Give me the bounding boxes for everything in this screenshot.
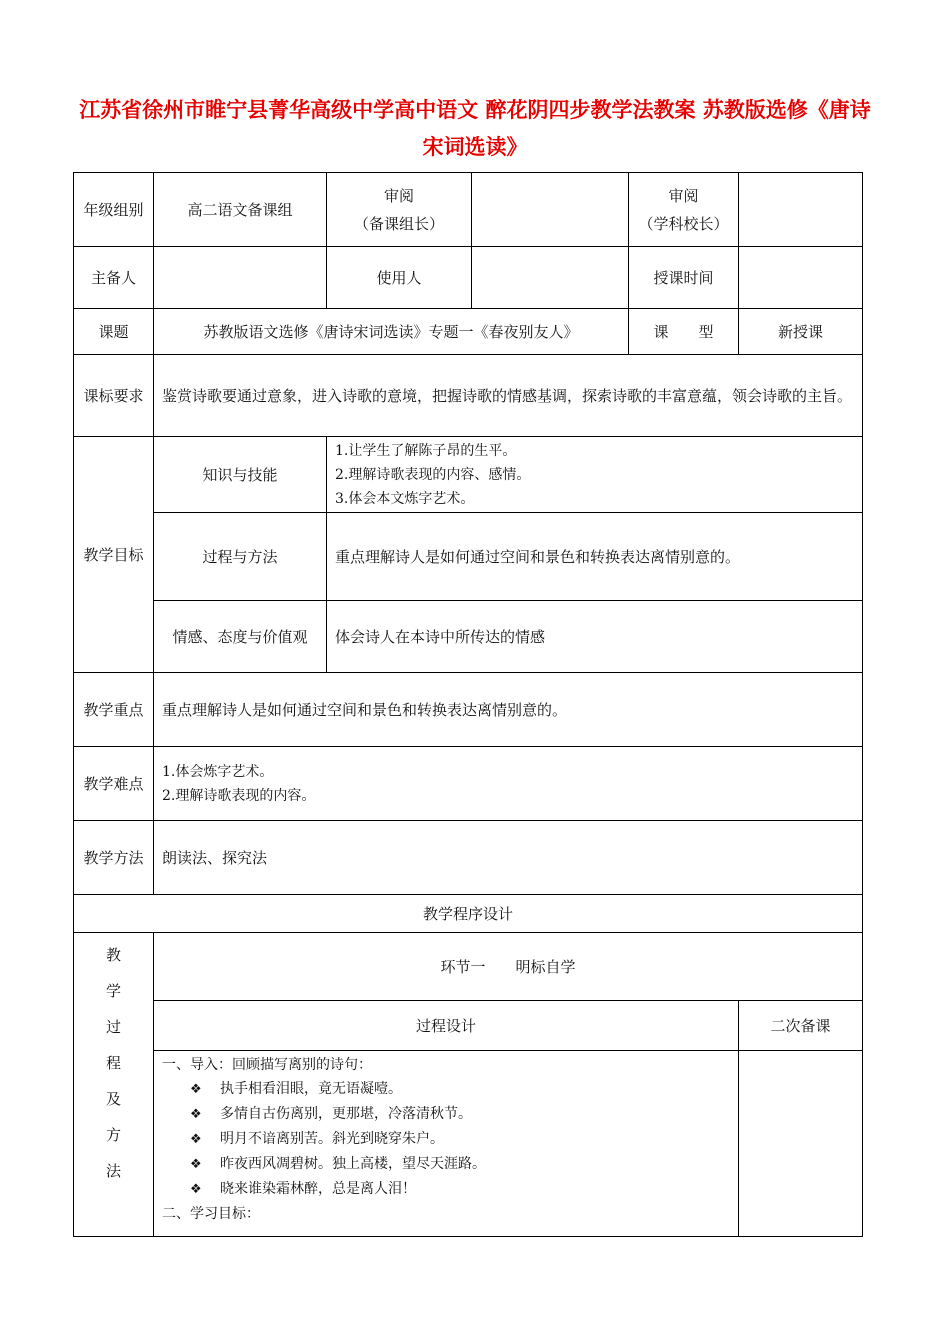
bullet-item bbox=[190, 1177, 730, 1202]
knowledge-label: 知识与技能 bbox=[154, 437, 327, 513]
topic-row bbox=[74, 309, 863, 355]
lesson-plan-table bbox=[73, 172, 863, 1237]
review-sub: （备课组长） bbox=[353, 214, 444, 233]
design-header: 过程设计 bbox=[154, 1001, 739, 1051]
key-label: 教学重点 bbox=[74, 673, 154, 747]
diamond-bullet-icon: ❖ bbox=[190, 1107, 202, 1122]
second-header: 二次备课 bbox=[739, 1001, 863, 1051]
bullet-text: 执手相看泪眼，竟无语凝噎。 bbox=[220, 1081, 402, 1097]
bullet-text: 昨夜西风凋碧树。独上高楼，望尽天涯路。 bbox=[220, 1156, 486, 1172]
process-side-cell bbox=[74, 933, 154, 1237]
diamond-bullet-icon: ❖ bbox=[190, 1182, 202, 1197]
key-value: 重点理解诗人是如何通过空间和景色和转换表达离情别意的。 bbox=[154, 673, 863, 747]
process-value: 重点理解诗人是如何通过空间和景色和转换表达离情别意的。 bbox=[327, 513, 863, 601]
program-header: 教学程序设计 bbox=[74, 895, 863, 933]
review-label: 审阅 bbox=[383, 186, 414, 205]
diamond-bullet-icon: ❖ bbox=[190, 1132, 202, 1147]
emotion-label: 情感、态度与价值观 bbox=[154, 601, 327, 673]
section-title-row bbox=[74, 933, 863, 1001]
difficulty-item: 2.理解诗歌表现的内容。 bbox=[162, 787, 316, 804]
goals-label: 教学目标 bbox=[74, 437, 154, 673]
knowledge-item: 2.理解诗歌表现的内容、感情。 bbox=[335, 466, 531, 483]
document-title: 江苏省徐州市睢宁县菁华高级中学高中语文 醉花阴四步教学法教案 苏教版选修《唐诗宋词选读》 bbox=[79, 98, 871, 159]
diamond-bullet-icon: ❖ bbox=[190, 1157, 202, 1172]
bullet-item bbox=[190, 1127, 730, 1152]
intro-text: 一、导入：回顾描写离别的诗句： bbox=[162, 1057, 372, 1073]
design-content-row bbox=[74, 1051, 863, 1237]
diamond-bullet-icon: ❖ bbox=[190, 1082, 202, 1097]
time-value bbox=[739, 247, 863, 309]
type-value: 新授课 bbox=[739, 309, 863, 355]
review2-sub: （学科校长） bbox=[638, 214, 729, 233]
side-label-char: 教 bbox=[105, 946, 121, 964]
side-label-char: 过 bbox=[105, 1018, 121, 1036]
side-label-char: 程 bbox=[105, 1054, 121, 1072]
grade-value: 高二语文备课组 bbox=[154, 173, 327, 247]
process-label: 过程与方法 bbox=[154, 513, 327, 601]
standard-label: 课标要求 bbox=[74, 355, 154, 437]
header-row-preparer bbox=[74, 247, 863, 309]
method-label: 教学方法 bbox=[74, 821, 154, 895]
bullet-text: 晓来谁染霜林醉，总是离人泪！ bbox=[220, 1181, 416, 1197]
design-header-row bbox=[74, 1001, 863, 1051]
program-header-row bbox=[74, 895, 863, 933]
preparer-label: 主备人 bbox=[74, 247, 154, 309]
side-label-char: 法 bbox=[105, 1162, 121, 1180]
difficulty-list bbox=[154, 747, 863, 821]
section-title: 环节一 明标自学 bbox=[154, 933, 863, 1001]
goal-emotion-row bbox=[74, 601, 863, 673]
review2-value bbox=[739, 173, 863, 247]
preparer-value bbox=[154, 247, 327, 309]
bullet-text: 明月不谙离别苦。斜光到晓穿朱户。 bbox=[220, 1131, 444, 1147]
user-value bbox=[472, 247, 629, 309]
standard-value: 鉴赏诗歌要通过意象，进入诗歌的意境，把握诗歌的情感基调，探索诗歌的丰富意蕴，领会诗歌的主旨。 bbox=[154, 355, 863, 437]
review-value bbox=[472, 173, 629, 247]
standard-row bbox=[74, 355, 863, 437]
goal-knowledge-row bbox=[74, 437, 863, 513]
type-label: 课 型 bbox=[629, 309, 739, 355]
header-row-grade bbox=[74, 173, 863, 247]
difficulty-item: 1.体会炼字艺术。 bbox=[162, 763, 274, 780]
bullet-item bbox=[190, 1152, 730, 1177]
knowledge-list bbox=[327, 437, 863, 513]
key-row bbox=[74, 673, 863, 747]
review-cell bbox=[327, 173, 472, 247]
knowledge-item: 1.让学生了解陈子昂的生平。 bbox=[335, 442, 517, 459]
process-side-label bbox=[82, 937, 145, 1189]
grade-label: 年级组别 bbox=[74, 173, 154, 247]
method-value: 朗读法、探究法 bbox=[154, 821, 863, 895]
side-label-char: 学 bbox=[105, 982, 121, 1000]
design-content bbox=[154, 1051, 739, 1237]
topic-label: 课题 bbox=[74, 309, 154, 355]
side-label-char: 及 bbox=[105, 1090, 121, 1108]
knowledge-item: 3.体会本文炼字艺术。 bbox=[335, 490, 475, 507]
bullet-item bbox=[190, 1102, 730, 1127]
review2-label: 审阅 bbox=[668, 186, 699, 205]
difficulty-label: 教学难点 bbox=[74, 747, 154, 821]
method-row bbox=[74, 821, 863, 895]
emotion-value: 体会诗人在本诗中所传达的情感 bbox=[327, 601, 863, 673]
review2-cell bbox=[629, 173, 739, 247]
topic-value: 苏教版语文选修《唐诗宋词选读》专题一《春夜别友人》 bbox=[154, 309, 629, 355]
second-content bbox=[739, 1051, 863, 1237]
bullet-item bbox=[190, 1077, 730, 1102]
side-label-char: 方 bbox=[105, 1126, 121, 1144]
goal-process-row bbox=[74, 513, 863, 601]
objectives-text: 二、学习目标： bbox=[162, 1206, 260, 1222]
difficulty-row bbox=[74, 747, 863, 821]
time-label: 授课时间 bbox=[629, 247, 739, 309]
user-label: 使用人 bbox=[327, 247, 472, 309]
bullet-text: 多情自古伤离别，更那堪，冷落清秋节。 bbox=[220, 1106, 472, 1122]
